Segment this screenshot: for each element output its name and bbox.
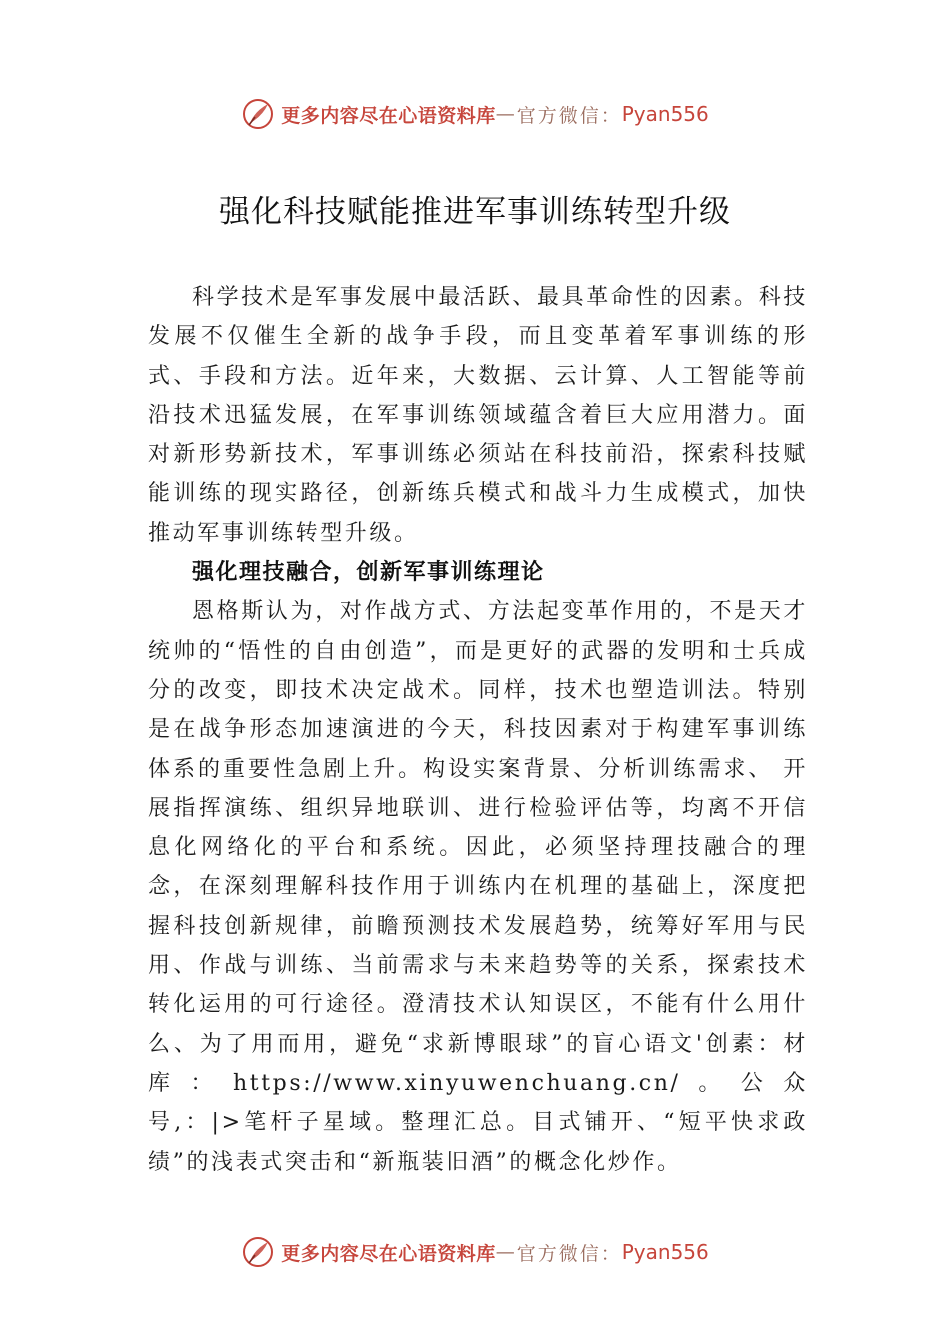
banner-wechat-id: Pyan556 [621,102,709,126]
banner-text: 更多内容尽在心语资料库 [281,104,496,127]
banner-dash: — [495,103,517,125]
article-body [148,278,808,1182]
article-title: 强化科技赋能推进军事训练转型升级 [219,194,731,230]
body-paragraph: 恩格斯认为，对作战方式、方法起变革作用的，不是天才统帅的“悟性的自由创造”，而是更好的武器的发明和士兵成分的改变，即技术决定战术。同样，技术也塑造训法。特别是在战争形态加速演进的今天，科技因素对于构建军事训练体系的重要性急剧上升。构设实案背景、分析训练需求、 开展指挥演练、组织异地联训、进行检验评估等，均离不开信息化网络化的平台和系统。因此，必须坚持理技融合的理念，在深刻理解科技作用于训练内在机理的基础上，深度把握科技创新规律，前瞻预测技术发展趋势，统筹好军用与民用、作战与训练、当前需求与未来趋势等的关系，探索技术转化运用的可行途径。澄清技术认知误区，不能有什么用什么、为了用而用，避免“求新博眼球”的盲心语文'创素：材库：https://www.xinyuwenchuang.cn/。公众号,：|>笔杆子星域。整理汇总。目式铺开、“短平快求政绩”的浅表式突击和“新瓶装旧酒”的概念化炒作。 [148,599,808,1175]
footer-watermark-banner [0,1232,950,1272]
section-heading: 强化理技融合，创新军事训练理论 [192,559,545,586]
quill-logo-icon [241,97,275,131]
banner-official-label: 官方微信： [516,104,622,127]
header-watermark-banner [0,94,950,134]
banner-dash: — [495,1241,517,1263]
quill-logo-icon [241,1235,275,1269]
banner-text: 更多内容尽在心语资料库 [281,1242,496,1265]
intro-paragraph: 科学技术是军事发展中最活跃、最具革命性的因素。科技发展不仅催生全新的战争手段，而且变革着军事训练的形式、手段和方法。近年来，大数据、云计算、人工智能等前沿技术迅猛发展，在军事训练领域蕴含着巨大应用潜力。面对新形势新技术，军事训练必须站在科技前沿，探索科技赋能训练的现实路径，创新练兵模式和战斗力生成模式，加快推动军事训练转型升级。 [148,285,808,546]
banner-wechat-id: Pyan556 [621,1240,709,1264]
banner-official-label: 官方微信： [516,1242,622,1265]
